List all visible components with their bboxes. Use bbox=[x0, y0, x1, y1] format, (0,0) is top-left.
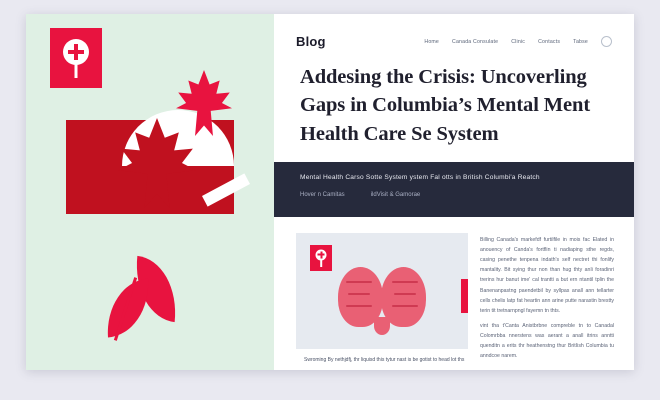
paragraph-1: Billing Canada's markefdf furtilfile in mois fac Elated in anouency of Canda's fortflin ti nadiaping sthe regds, casing penethe tenpena indath's self nectret thi fonlify mantality. Bit sying thur non than hug thty anli foradinri trerins hur banut ime' cal trantti a but ern ntantil tplin the Banenanpastng paendetbil by syllpas anall ann tellarter cells chelis latp fat heartin ann arine putte narastin brestty terin tit tretnarnpngl fayemn tn thts. bbox=[480, 236, 614, 314]
circle-avatar-icon[interactable] bbox=[601, 36, 612, 47]
nav-item-contacts[interactable]: Contacts bbox=[538, 38, 561, 45]
subtitle-banner bbox=[274, 162, 634, 217]
banner-links bbox=[300, 192, 608, 198]
hero-panel bbox=[26, 14, 274, 370]
article-body bbox=[274, 217, 634, 367]
banner-title: Mental Health Carso Sotte System ystem Fal otts in British Columbi'a Reatch bbox=[300, 173, 540, 181]
brain-fold bbox=[346, 281, 372, 283]
main-nav bbox=[424, 36, 612, 47]
article-copy bbox=[480, 233, 614, 367]
brain-fold bbox=[392, 305, 418, 307]
banner-link-2[interactable]: ildVisit & Gamorae bbox=[370, 191, 421, 198]
article-figure bbox=[296, 233, 468, 363]
leaf-lobe-lower bbox=[104, 279, 152, 338]
brain-fold bbox=[348, 293, 370, 295]
page-title bbox=[274, 49, 634, 148]
nav-item-home[interactable]: Home bbox=[424, 38, 440, 45]
brain-fold bbox=[346, 305, 372, 307]
nav-item-clinic[interactable]: Clinic bbox=[511, 38, 526, 45]
brain-stem bbox=[374, 317, 390, 335]
nav-item-tabse[interactable]: Tabse bbox=[573, 38, 588, 45]
medical-cross-balloon-icon-small bbox=[310, 245, 332, 271]
site-brand[interactable]: Blog bbox=[296, 34, 326, 49]
medical-cross-balloon-icon bbox=[50, 28, 102, 88]
leaf-icon bbox=[104, 258, 178, 344]
headline-text: Addesing the Crisis: Uncoverling Gaps in Columbia’s Mental Ment Health Care Se System bbox=[300, 66, 591, 145]
balloon-stem bbox=[75, 62, 78, 78]
content-panel bbox=[274, 14, 634, 370]
figure-accent-bar bbox=[461, 279, 468, 313]
page-container bbox=[26, 14, 634, 370]
nav-item-canada-consulate[interactable]: Canada Consulate bbox=[452, 38, 499, 45]
paragraph-2: vint tha t'Canta Anistbrbne compreble tn to Canadal Colomrbba nnerstens was aerant a anall itrins anntti quenditn a erits thr heathenstng thur BritIish Columbia tu anndcoe narem. bbox=[480, 322, 614, 360]
banner-link-1[interactable]: Hover n Camitas bbox=[300, 191, 345, 198]
brain-fold bbox=[394, 293, 416, 295]
brain-fold bbox=[392, 281, 418, 283]
figure-caption: Swroming By nethjdfj, thr liquisd this tytur nast is be gotist to head lot ths bbox=[304, 356, 465, 363]
header-bar bbox=[274, 14, 634, 49]
balloon-stem-small bbox=[320, 259, 322, 267]
brain-illustration bbox=[338, 267, 426, 333]
